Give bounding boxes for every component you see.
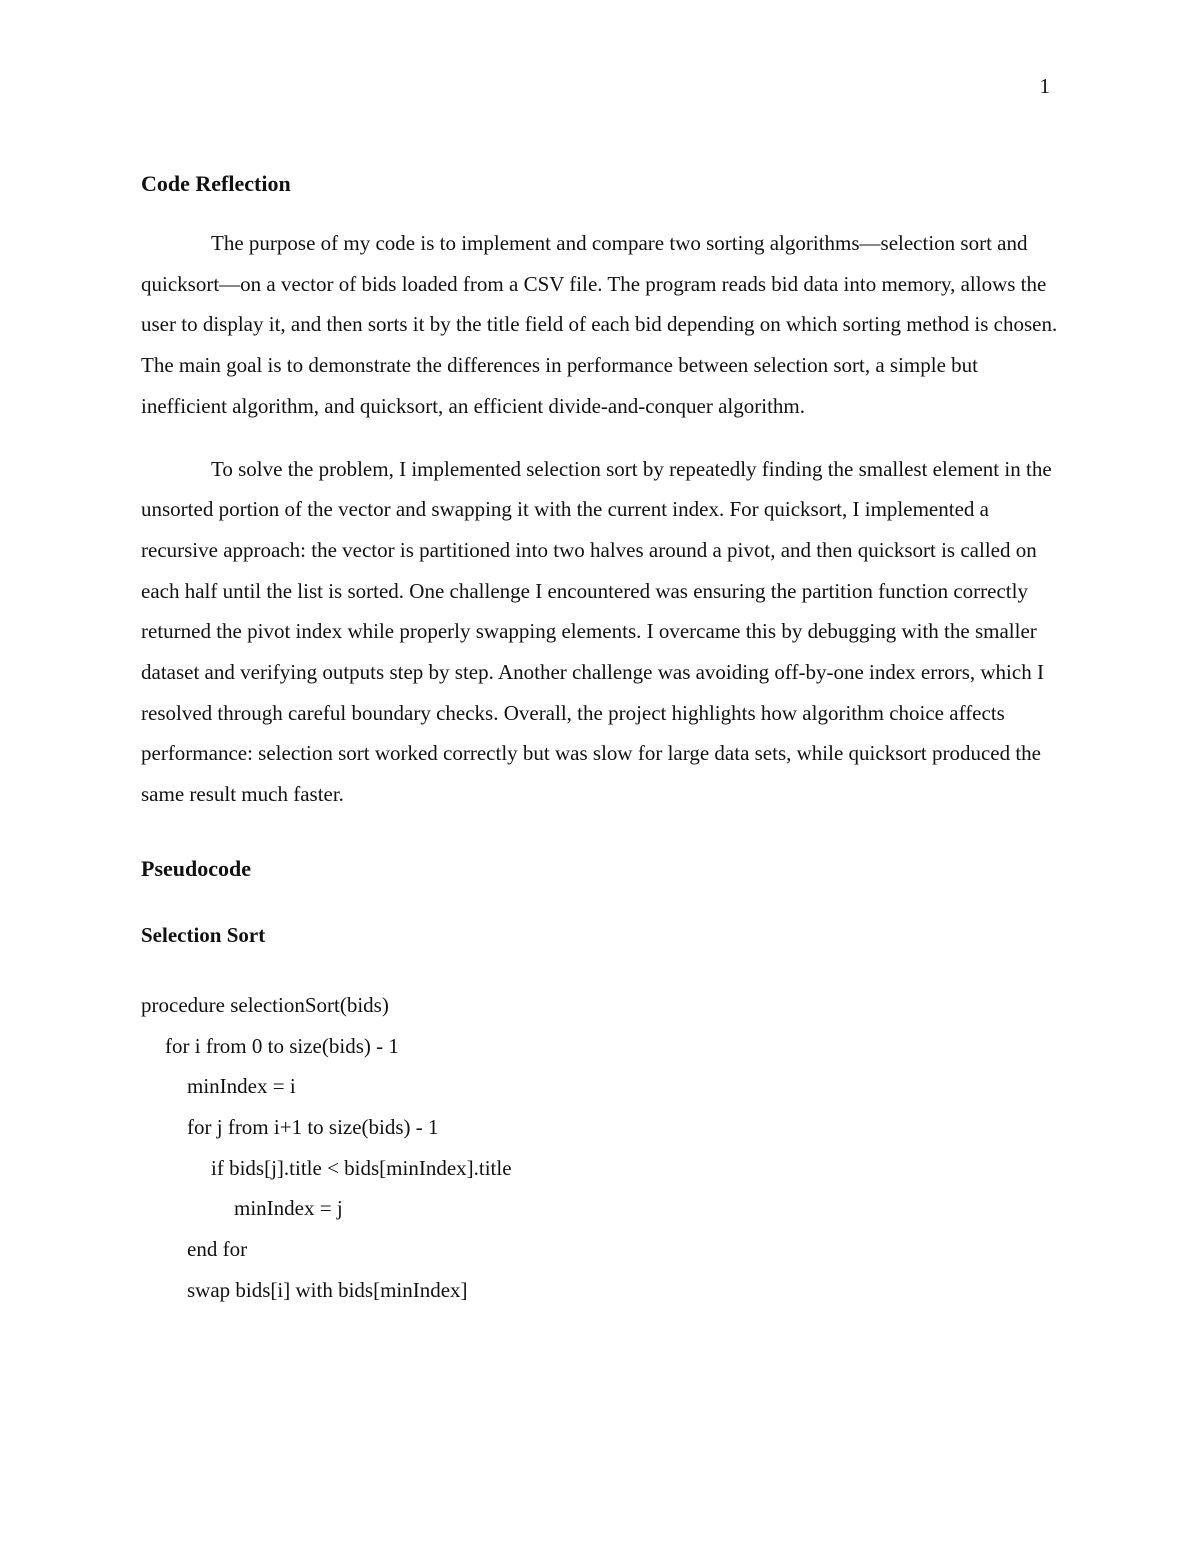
page-number: 1	[1039, 74, 1050, 98]
pseudocode-line: swap bids[i] with bids[minIndex]	[187, 1277, 468, 1302]
pseudocode-block	[141, 985, 1061, 1311]
pseudocode-line: minIndex = j	[234, 1196, 343, 1221]
pseudocode-line: for i from 0 to size(bids) - 1	[165, 1033, 399, 1058]
pseudocode-line: procedure selectionSort(bids)	[141, 992, 389, 1017]
document-body	[141, 170, 1061, 1310]
reflection-paragraph-1: The purpose of my code is to implement and compare two sorting algorithms—selection sort and quicksort—on a vector of bids loaded from a CSV file. The program reads bid data into memory, allows the user to display it, and then sorts it by the title field of each bid depending on which sorting method is chosen. The main goal is to demonstrate the differences in performance between selection sort, a simple but inefficient algorithm, and quicksort, an efficient divide-and-conquer algorithm.	[141, 231, 1058, 418]
pseudocode-line: end for	[187, 1237, 248, 1262]
pseudocode-line: minIndex = i	[187, 1074, 296, 1099]
code-reflection-heading: Code Reflection	[141, 171, 291, 196]
pseudocode-heading: Pseudocode	[141, 855, 251, 881]
reflection-paragraph-2: To solve the problem, I implemented selection sort by repeatedly finding the smallest element in the unsorted portion of the vector and swapping it with the current index. For quicksort, I implemented a recursive approach: the vector is partitioned into two halves around a pivot, and then quicksort is called on each half until the list is sorted. One challenge I encountered was ensuring the partition function correctly returned the pivot index while properly swapping elements. I overcame this by debugging with the smaller dataset and verifying outputs step by step. Another challenge was avoiding off-by-one index errors, which I resolved through careful boundary checks. Overall, the project highlights how algorithm choice affects performance: selection sort worked correctly but was slow for large data sets, while quicksort produced the same result much faster.	[141, 456, 1052, 807]
selection-sort-heading: Selection Sort	[141, 922, 266, 947]
pseudocode-line: for j from i+1 to size(bids) - 1	[187, 1114, 439, 1139]
pseudocode-line: if bids[j].title < bids[minIndex].title	[211, 1155, 512, 1180]
